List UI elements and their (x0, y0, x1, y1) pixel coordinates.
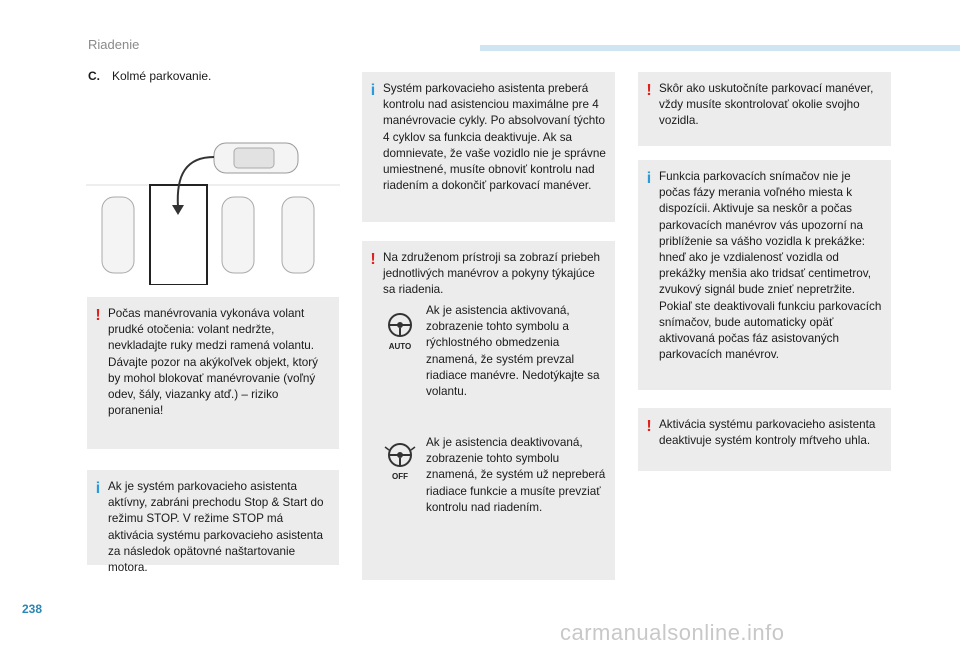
stop-start-info-box (87, 470, 339, 575)
info-icon: i (95, 480, 101, 497)
off-description: Ak je asistencia deaktivovaná, zobrazenie tohto symbolu znamená, že systém už nepreberá riadiace funkcie a musíte prevziať kontrolu nad riadením. (426, 436, 606, 514)
warning-icon: ! (646, 418, 652, 435)
figure-caption-text: Kolmé parkovanie. (112, 69, 212, 83)
cycles-info-text: Systém parkovacieho asistenta preberá kontrolu nad asistenciou maximálne pre 4 manévrovacie cykly. Po absolvovaní týchto 4 cyklov sa funkcia deaktivuje. Ak sa domnievate, že vaše vozidlo nie je správne umiestnené, musíte obnoviť kontrolu nad riadením a dokončiť parkovací manéver. (383, 82, 606, 193)
auto-label: AUTO (388, 342, 412, 351)
auto-description: Ak je asistencia aktivovaná, zobrazenie tohto symbolu a rýchlostného obmedzenia znamená, že systém prevzal riadiace manévre. Nedotýkajte sa volantu. (426, 304, 600, 399)
check-surroundings-warning-box (638, 72, 891, 146)
steering-wheel-auto-icon (384, 311, 416, 351)
info-icon: i (646, 170, 652, 187)
stop-start-info-text: Ak je systém parkovacieho asistenta aktívny, zabráni prechodu Stop & Start do režimu STOP. V režime STOP má aktivácia systému parkovacieho asistenta za následok opätovné naštartovanie motora. (108, 480, 324, 575)
warning-icon: ! (95, 307, 101, 324)
steering-warning-text: Počas manévrovania vykonáva volant prudké otočenia: volant nedržte, nevkladajte ruky medzi ramená volantu. Dávajte pozor na akýkoľvek objekt, ktorý by mohol blokovať manévrovanie (voľný odev, šály, viazanky atď.) – riziko poranenia! (108, 307, 318, 418)
parking-sensors-info-box (638, 160, 891, 390)
warning-icon: ! (370, 251, 376, 268)
parked-car-icon (102, 197, 134, 273)
steering-warning-box (87, 297, 339, 449)
cycles-info-box (362, 72, 615, 222)
display-warning-text: Na združenom prístroji sa zobrazí priebeh jednotlivých manévrov a pokyny týkajúce sa riadenia. (383, 251, 600, 297)
parked-car-icon (282, 197, 314, 273)
parked-car-icon (222, 197, 254, 273)
moving-car-icon (214, 143, 298, 173)
figure-letter: C. (88, 69, 100, 83)
blindspot-warning-box (638, 408, 891, 471)
steering-wheel-off-icon (384, 441, 416, 481)
perpendicular-parking-diagram (86, 135, 340, 285)
off-label: OFF (392, 472, 408, 481)
check-warning-text: Skôr ako uskutočníte parkovací manéver, vždy musíte skontrolovať okolie svojho vozidla. (659, 82, 874, 128)
figure-caption (88, 69, 211, 83)
sensors-info-text: Funkcia parkovacích snímačov nie je počas fázy merania voľného miesta k dispozícii. Aktivuje sa neskôr a počas parkovacích manévrov vás upozorní na priblíženie sa vášho vozidla k prekážke: hneď ako je vzdialenosť vozidla od prekážky menšia ako tridsať centimetrov, zvukový signál bude znieť nepretržite. Pokiaľ ste deaktivovali funkciu parkovacích snímačov, bude automaticky opäť aktivovaná počas fáz asistovaných parkovacích manévrov. (659, 170, 882, 362)
header-bar (480, 45, 960, 51)
info-icon: i (370, 82, 376, 99)
warning-icon: ! (646, 82, 652, 99)
section-title: Riadenie (88, 37, 140, 52)
watermark: carmanualsonline.info (560, 620, 785, 645)
display-warning-box (362, 241, 615, 580)
page-number: 238 (22, 602, 43, 616)
blindspot-warning-text: Aktivácia systému parkovacieho asistenta deaktivuje systém kontroly mŕtveho uhla. (659, 418, 876, 448)
